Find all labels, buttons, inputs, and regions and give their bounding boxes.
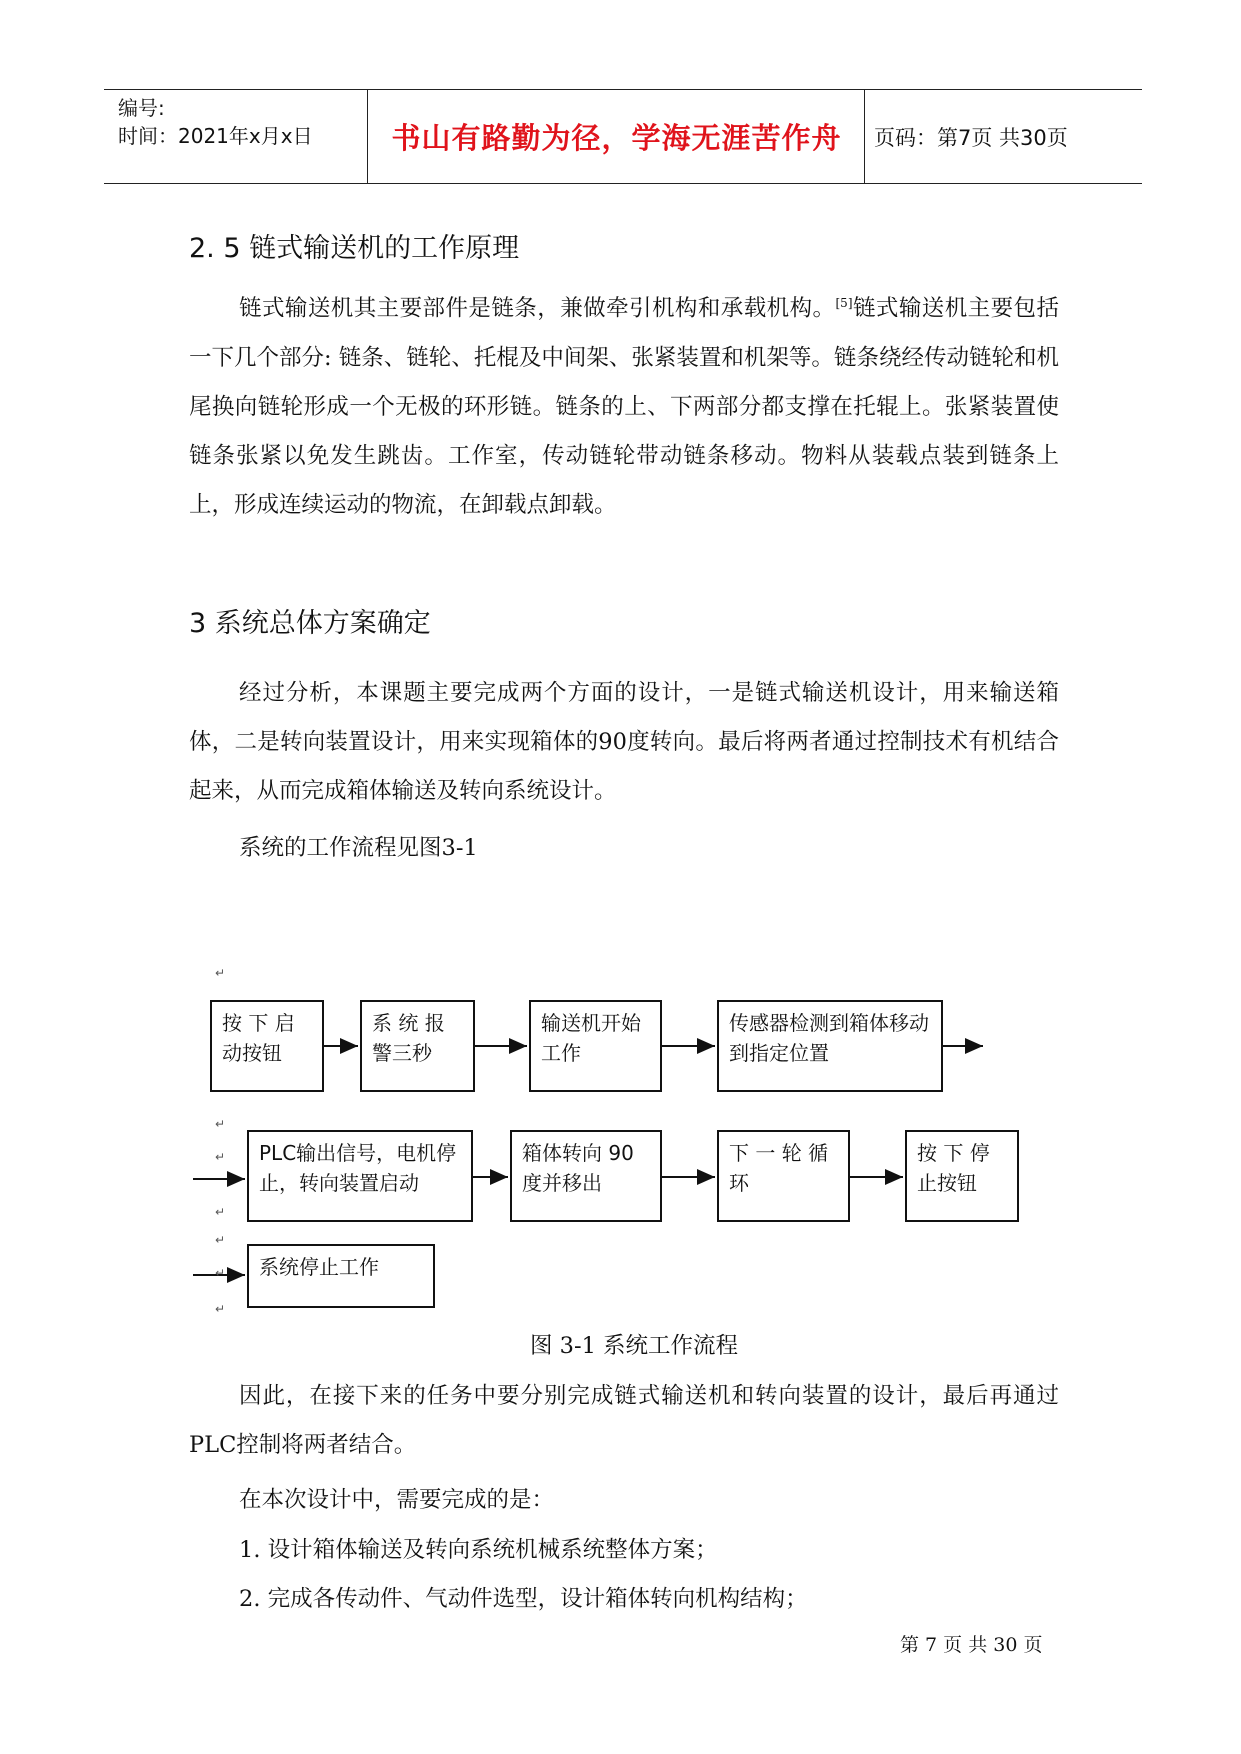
paragraph-text: 链式输送机其主要部件是链条，兼做牵引机构和承载机构。	[239, 295, 836, 322]
section-title: 2. 5 链式输送机的工作原理	[189, 233, 520, 264]
return-mark: ↵	[215, 966, 226, 980]
header-page-label: 页码：第7页 共30页	[874, 125, 1068, 150]
return-mark: ↵	[215, 1302, 226, 1316]
flow-box-sensor: 传感器检测到箱体移动到指定位置	[717, 1000, 943, 1092]
paragraph: 经过分析，本课题主要完成两个方面的设计，一是链式输送机设计，用来输送箱体，二是转向装置设计，用来实现箱体的90度转向。最后将两者通过控制技术有机结合起来，从而完成箱体输送及转向系统设计。	[189, 680, 1059, 804]
section-title: 3 系统总体方案确定	[189, 608, 431, 639]
time-label: 时间：2021年x月x日	[118, 124, 313, 148]
return-mark: ↵	[215, 1150, 226, 1164]
flow-box-start: 按 下 启 动按钮	[210, 1000, 324, 1092]
return-mark: ↵	[215, 1233, 226, 1247]
paragraph-text: 链式输送机主要包括一下几个部分: 链条、链轮、托棍及中间架、张紧装置和机架等。链条绕经传动链轮和机尾换向链轮形成一个无极的环形链。链条的上、下两部分都支撑在托辊上。张紧装置使链条张紧以免发生跳齿。工作室，传动链轮带动链条移动。物料从装载点装到链条上上，形成连续运动的物流，在卸载点卸载。	[189, 295, 1059, 518]
flow-box-plc: PLC输出信号，电机停止，转向装置启动	[247, 1130, 473, 1222]
paragraph: 在本次设计中，需要完成的是：	[239, 1487, 555, 1513]
return-mark: ↵	[215, 1117, 226, 1131]
flow-box-system-stop: 系统停止工作	[247, 1244, 435, 1308]
figure-caption: 图 3-1 系统工作流程	[530, 1333, 739, 1359]
flow-box-next-cycle: 下 一 轮 循 环	[717, 1130, 850, 1222]
flow-box-alarm: 系 统 报 警三秒	[360, 1000, 475, 1092]
page-footer: 第 7 页 共 30 页	[900, 1634, 1043, 1656]
flow-box-rotate: 箱体转向 90度并移出	[510, 1130, 662, 1222]
header-motto: 书山有路勤为径，学海无涯苦作舟	[391, 121, 842, 155]
list-item: 1. 设计箱体输送及转向系统机械系统整体方案；	[239, 1537, 718, 1563]
paragraph: 系统的工作流程见图3-1	[239, 835, 478, 861]
flow-box-conveyor-start: 输送机开始工作	[529, 1000, 662, 1092]
return-mark: ↵	[215, 1266, 226, 1280]
return-mark: ↵	[215, 1205, 226, 1219]
list-item: 2. 完成各传动件、气动件选型，设计箱体转向机构结构；	[239, 1586, 808, 1612]
number-label: 编号:	[118, 96, 165, 120]
flow-box-stop-button: 按 下 停 止按钮	[905, 1130, 1019, 1222]
citation-ref: [5]	[835, 296, 853, 310]
paragraph: 因此，在接下来的任务中要分别完成链式输送机和转向装置的设计，最后再通过PLC控制将两者结合。	[189, 1383, 1059, 1458]
